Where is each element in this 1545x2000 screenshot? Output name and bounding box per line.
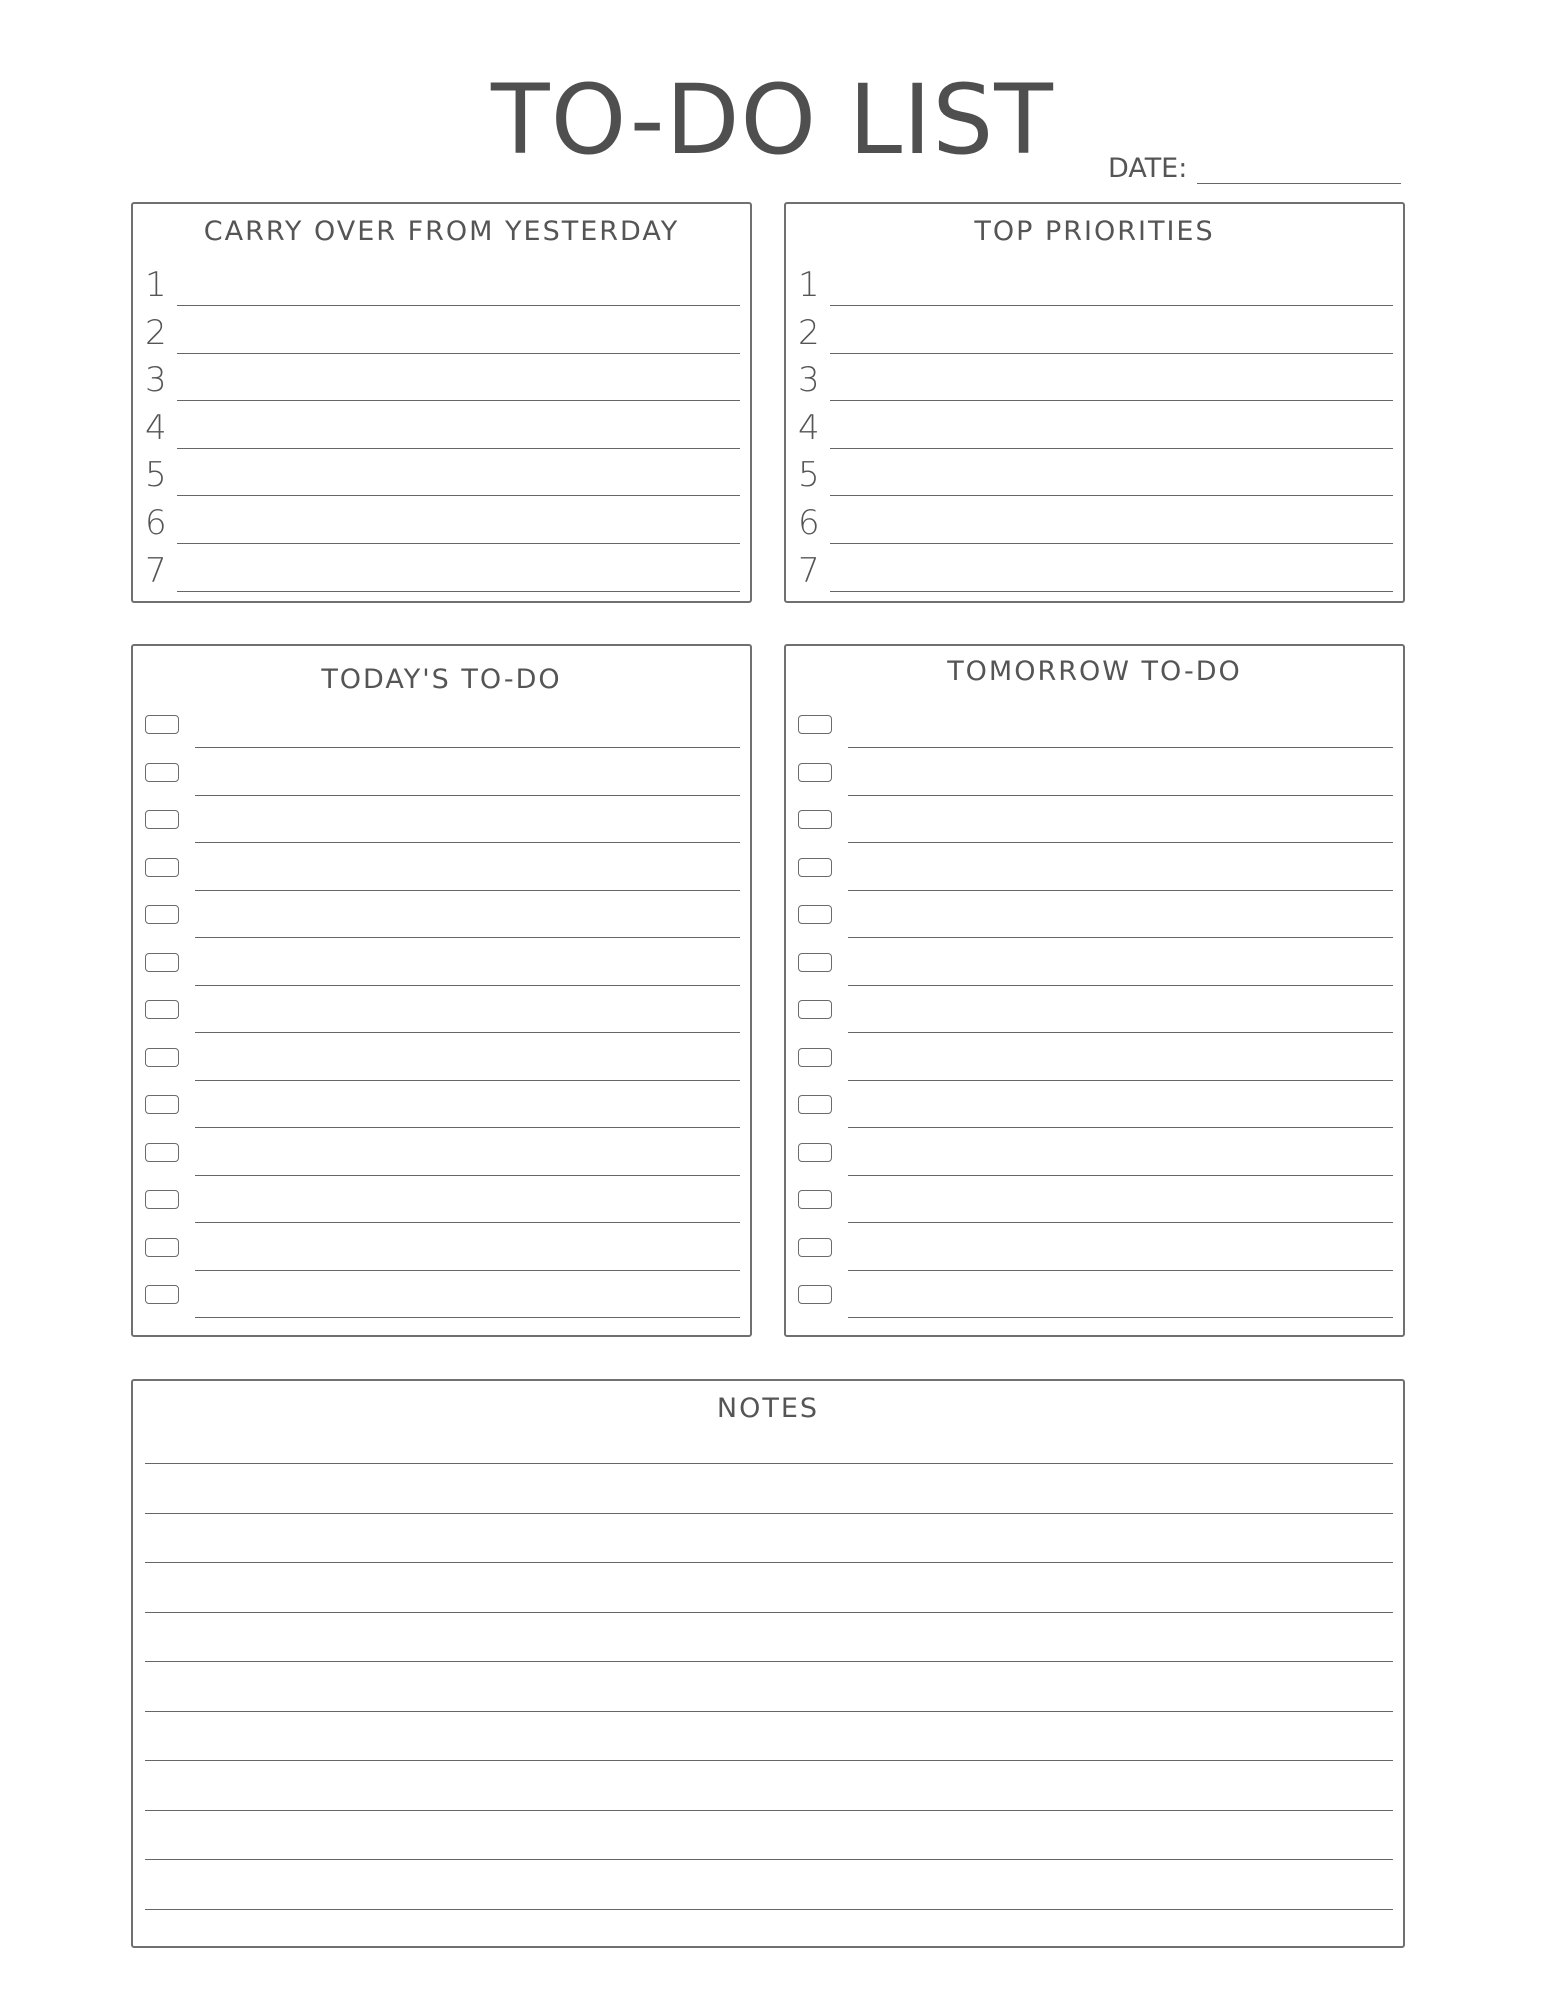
today-todo-item[interactable]	[145, 890, 740, 938]
tomorrow-todo-item[interactable]	[798, 1270, 1393, 1318]
carry-over-row[interactable]	[145, 448, 740, 496]
top-priority-number: 6	[798, 503, 820, 543]
tomorrow-todo-checkbox[interactable]	[798, 763, 832, 782]
top-priority-number: 4	[798, 407, 820, 448]
top-priority-number: 1	[798, 265, 820, 305]
today-todo-checkbox[interactable]	[145, 905, 179, 924]
page-title: TO-DO LIST	[491, 64, 1054, 176]
today-todo-checkbox[interactable]	[145, 858, 179, 877]
notes-write-line[interactable]	[145, 1859, 1393, 1860]
tomorrow-todo-item[interactable]	[798, 1033, 1393, 1081]
notes-write-line[interactable]	[145, 1661, 1393, 1662]
today-todo-checkbox[interactable]	[145, 953, 179, 972]
today-todo-checkbox[interactable]	[145, 1238, 179, 1257]
tomorrow-todo-checkbox[interactable]	[798, 1285, 832, 1304]
today-todo-checkbox[interactable]	[145, 1000, 179, 1019]
carry-over-section	[131, 202, 752, 603]
tomorrow-todo-checkbox[interactable]	[798, 1000, 832, 1019]
top-priority-number: 7	[798, 550, 820, 591]
carry-over-row[interactable]	[145, 258, 740, 306]
carry-over-row[interactable]	[145, 353, 740, 401]
top-priority-row[interactable]	[798, 544, 1393, 592]
tomorrow-todo-item[interactable]	[798, 938, 1393, 986]
notes-write-line[interactable]	[145, 1909, 1393, 1910]
tomorrow-todo-checkbox[interactable]	[798, 1143, 832, 1162]
today-todo-item[interactable]	[145, 1175, 740, 1223]
today-todo-checkbox[interactable]	[145, 715, 179, 734]
today-todo-checkbox[interactable]	[145, 1048, 179, 1067]
tomorrow-todo-item[interactable]	[798, 1080, 1393, 1128]
today-todo-item[interactable]	[145, 843, 740, 891]
today-todo-checkbox[interactable]	[145, 1095, 179, 1114]
carry-over-write-line[interactable]	[177, 591, 740, 592]
carry-over-number: 2	[145, 312, 167, 353]
today-todo-checkbox[interactable]	[145, 1143, 179, 1162]
top-priority-number: 5	[798, 455, 820, 496]
today-todo-item[interactable]	[145, 938, 740, 986]
todays-todo-section	[131, 644, 752, 1337]
notes-write-line[interactable]	[145, 1760, 1393, 1761]
date-blank-line[interactable]	[1197, 161, 1401, 184]
tomorrow-todo-checkbox[interactable]	[798, 1048, 832, 1067]
tomorrow-todo-checkbox[interactable]	[798, 953, 832, 972]
top-priority-row[interactable]	[798, 306, 1393, 354]
notes-write-line[interactable]	[145, 1711, 1393, 1712]
tomorrow-todo-title: TOMORROW TO-DO	[947, 656, 1242, 687]
today-todo-item[interactable]	[145, 748, 740, 796]
tomorrow-todo-checkbox[interactable]	[798, 905, 832, 924]
carry-over-row[interactable]	[145, 401, 740, 449]
notes-title: NOTES	[716, 1393, 820, 1424]
carry-over-number: 6	[145, 503, 167, 543]
notes-write-line[interactable]	[145, 1810, 1393, 1811]
date-label: DATE:	[1108, 153, 1188, 184]
top-priorities-section	[784, 202, 1405, 603]
tomorrow-todo-checkbox[interactable]	[798, 1190, 832, 1209]
today-todo-checkbox[interactable]	[145, 810, 179, 829]
top-priority-row[interactable]	[798, 258, 1393, 306]
date-field[interactable]	[1108, 153, 1401, 184]
top-priority-row[interactable]	[798, 401, 1393, 449]
top-priority-number: 2	[798, 312, 820, 353]
notes-write-line[interactable]	[145, 1612, 1393, 1613]
tomorrow-todo-item[interactable]	[798, 843, 1393, 891]
today-todo-checkbox[interactable]	[145, 1190, 179, 1209]
tomorrow-todo-item[interactable]	[798, 1223, 1393, 1271]
tomorrow-todo-item[interactable]	[798, 1128, 1393, 1176]
carry-over-number: 7	[145, 550, 167, 591]
today-todo-item[interactable]	[145, 1128, 740, 1176]
carry-over-number: 4	[145, 407, 167, 448]
today-todo-item[interactable]	[145, 1080, 740, 1128]
today-todo-write-line[interactable]	[195, 1317, 740, 1318]
today-todo-checkbox[interactable]	[145, 1285, 179, 1304]
today-todo-item[interactable]	[145, 985, 740, 1033]
top-priorities-title: TOP PRIORITIES	[974, 216, 1215, 247]
today-todo-item[interactable]	[145, 1270, 740, 1318]
tomorrow-todo-checkbox[interactable]	[798, 715, 832, 734]
carry-over-row[interactable]	[145, 544, 740, 592]
top-priority-number: 3	[798, 360, 820, 401]
tomorrow-todo-item[interactable]	[798, 1175, 1393, 1223]
top-priority-row[interactable]	[798, 496, 1393, 544]
today-todo-item[interactable]	[145, 700, 740, 748]
today-todo-item[interactable]	[145, 795, 740, 843]
todays-todo-title: TODAY'S TO-DO	[321, 664, 562, 695]
tomorrow-todo-checkbox[interactable]	[798, 858, 832, 877]
today-todo-item[interactable]	[145, 1033, 740, 1081]
today-todo-checkbox[interactable]	[145, 763, 179, 782]
tomorrow-todo-item[interactable]	[798, 700, 1393, 748]
tomorrow-todo-checkbox[interactable]	[798, 1095, 832, 1114]
tomorrow-todo-checkbox[interactable]	[798, 810, 832, 829]
carry-over-number: 1	[145, 265, 167, 305]
tomorrow-todo-item[interactable]	[798, 890, 1393, 938]
top-priority-write-line[interactable]	[830, 591, 1393, 592]
notes-write-line[interactable]	[145, 1463, 1393, 1464]
tomorrow-todo-item[interactable]	[798, 985, 1393, 1033]
today-todo-item[interactable]	[145, 1223, 740, 1271]
carry-over-row[interactable]	[145, 496, 740, 544]
tomorrow-todo-write-line[interactable]	[848, 1317, 1393, 1318]
notes-write-line[interactable]	[145, 1513, 1393, 1514]
notes-write-line[interactable]	[145, 1562, 1393, 1563]
tomorrow-todo-section	[784, 644, 1405, 1337]
tomorrow-todo-item[interactable]	[798, 748, 1393, 796]
carry-over-number: 3	[145, 360, 167, 401]
carry-over-number: 5	[145, 455, 167, 496]
carry-over-title: CARRY OVER FROM YESTERDAY	[203, 216, 680, 247]
top-priority-row[interactable]	[798, 353, 1393, 401]
notes-section	[131, 1379, 1405, 1948]
tomorrow-todo-item[interactable]	[798, 795, 1393, 843]
top-priority-row[interactable]	[798, 448, 1393, 496]
tomorrow-todo-checkbox[interactable]	[798, 1238, 832, 1257]
carry-over-row[interactable]	[145, 306, 740, 354]
